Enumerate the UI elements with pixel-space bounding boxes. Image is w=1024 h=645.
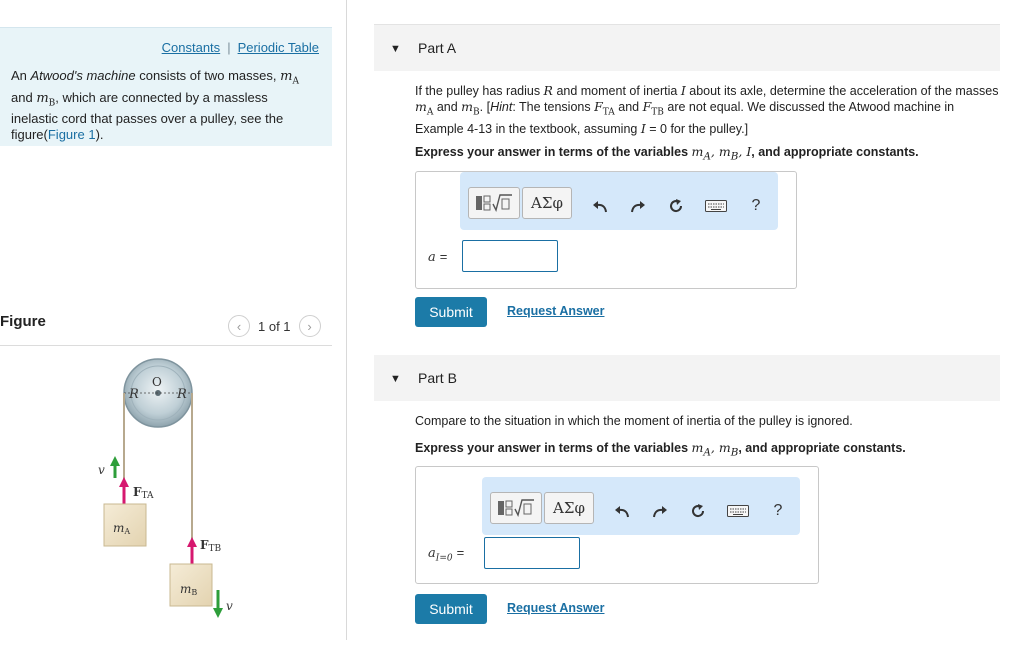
var-mA <box>691 144 711 163</box>
caret-down-icon[interactable]: ▼ <box>390 373 401 385</box>
redo-icon[interactable] <box>650 501 670 521</box>
intro-text: ). <box>95 127 104 143</box>
label-v-down: v <box>226 599 233 613</box>
var-FTA <box>594 99 615 118</box>
undo-glyph <box>592 199 608 213</box>
left-panel <box>0 0 346 640</box>
keyboard-glyph <box>705 200 727 212</box>
part-a-answer-label <box>428 249 447 265</box>
label-R-right: R <box>177 387 187 402</box>
atwood-diagram <box>0 346 332 640</box>
part-b-answer-box <box>415 466 819 584</box>
var-sep: , <box>710 144 719 159</box>
force-TA-head <box>119 477 129 487</box>
var-sub: B <box>730 150 739 163</box>
intro-text: , which are connected by a massless inelastic cord that passes over a pulley, see the figure( <box>11 89 284 143</box>
instr-text: , and appropriate constants. <box>751 145 919 159</box>
q-text: and <box>433 100 462 114</box>
problem-intro-box <box>0 27 332 146</box>
part-b-math-toolbar <box>482 477 800 535</box>
var-mA <box>415 99 434 118</box>
q-text: : The tensions <box>512 100 595 114</box>
var-m: m <box>718 440 731 455</box>
var-sub: B <box>730 446 739 459</box>
var-sub: A <box>426 107 434 118</box>
part-b-instruction <box>415 440 906 459</box>
reset-arc <box>693 506 703 516</box>
hint-label: Hint <box>490 100 513 114</box>
instr-text: Express your answer in terms of the variables <box>415 145 692 159</box>
var-F: F <box>642 99 652 114</box>
intro-term: Atwood's machine <box>30 68 136 83</box>
part-a-question <box>415 83 1001 137</box>
part-a-submit-button[interactable]: Submit <box>415 297 487 327</box>
instr-text: Express your answer in terms of the variables <box>415 441 692 455</box>
q-text: and <box>614 100 643 114</box>
figure-title: Figure <box>0 313 46 330</box>
label-m: m <box>180 582 192 596</box>
part-b-submit-button[interactable]: Submit <box>415 594 487 624</box>
q-text: If the pulley has radius <box>415 84 544 98</box>
templates-icon[interactable] <box>490 492 542 524</box>
chevron-left-icon[interactable]: ‹ <box>228 315 250 337</box>
label-m: m <box>113 521 125 535</box>
label-sub: B <box>191 588 198 597</box>
redo-glyph <box>630 199 646 213</box>
var-sub: A <box>703 446 711 459</box>
velocity-down-head <box>213 608 223 618</box>
figure-link[interactable]: Figure 1 <box>47 127 96 143</box>
label-F-TA <box>133 485 154 501</box>
var-I: I <box>746 144 752 159</box>
part-a-header[interactable] <box>374 25 1000 71</box>
chevron-right-icon[interactable]: › <box>299 315 321 337</box>
undo-icon[interactable] <box>612 501 632 521</box>
var-mA <box>280 69 299 87</box>
q-text: about its axle, determine the acceleration of the masses <box>685 84 999 98</box>
part-a-math-toolbar <box>460 172 778 230</box>
part-a-request-answer-link[interactable]: Request Answer <box>507 304 605 318</box>
redo-glyph <box>652 504 668 518</box>
var-FTB <box>642 99 664 118</box>
answer-eq: = <box>456 545 465 560</box>
answer-var: a <box>428 250 436 265</box>
intro-text: consists of two masses, <box>135 68 281 83</box>
undo-glyph <box>614 504 630 518</box>
label-sub: TB <box>208 544 222 554</box>
help-icon[interactable]: ? <box>751 197 761 214</box>
var-mB <box>718 440 739 459</box>
mass-A-block <box>104 504 146 546</box>
part-b-answer-input[interactable] <box>484 537 580 569</box>
greek-symbols-button[interactable]: ΑΣφ <box>522 187 572 219</box>
link-separator: | <box>227 40 231 55</box>
greek-symbols-button[interactable]: ΑΣφ <box>544 492 594 524</box>
label-R-left: R <box>129 387 139 402</box>
var-m: m <box>415 99 427 114</box>
undo-tail <box>597 205 606 212</box>
keyboard-glyph <box>727 505 749 517</box>
template-box <box>524 504 531 514</box>
right-panel <box>347 0 1024 640</box>
part-a-answer-box <box>415 171 797 289</box>
problem-intro-text <box>11 68 311 143</box>
var-m: m <box>691 144 704 159</box>
help-icon[interactable]: ? <box>773 502 783 519</box>
var-sub: B <box>48 98 56 109</box>
intro-text: An <box>11 68 31 83</box>
template-box <box>484 196 490 202</box>
template-block <box>498 501 504 515</box>
answer-eq: = <box>439 249 448 264</box>
keyboard-icon[interactable] <box>704 196 728 216</box>
label-v-up: v <box>98 463 105 477</box>
reset-head <box>698 504 703 510</box>
var-mB <box>36 90 56 109</box>
keyboard-icon[interactable] <box>726 501 750 521</box>
templates-glyph <box>474 193 514 213</box>
redo-tail <box>654 510 663 517</box>
var-sub: TB <box>651 107 664 118</box>
template-box <box>506 501 512 507</box>
reset-arc <box>671 201 681 211</box>
reset-head <box>676 199 681 205</box>
resource-links <box>162 40 319 55</box>
var-m: m <box>280 69 293 84</box>
intro-text: and <box>11 89 37 105</box>
redo-icon[interactable] <box>628 196 648 216</box>
var-I: I <box>680 83 686 98</box>
periodic-table-link[interactable]: Periodic Table <box>237 40 319 55</box>
label-F: F <box>200 538 209 552</box>
template-box <box>502 199 509 209</box>
var-R: R <box>543 83 553 98</box>
q-text: = 0 for the pulley.] <box>645 121 749 136</box>
part-a-answer-input[interactable] <box>462 240 558 272</box>
instr-text: , and appropriate constants. <box>738 441 906 455</box>
label-sub: A <box>124 527 131 536</box>
reset-icon[interactable] <box>666 196 686 216</box>
force-TB-head <box>187 537 197 547</box>
var-sub: A <box>292 76 299 87</box>
q-text: are not equal. We discussed the Atwood machine in Example 4-13 in the textbook, assuming <box>415 100 955 136</box>
template-box <box>506 509 512 515</box>
q-text: . [ <box>479 100 491 114</box>
var-m: m <box>36 90 49 106</box>
part-a-title: Part A <box>418 40 457 56</box>
undo-tail <box>619 510 628 517</box>
var-sub: A <box>703 150 711 163</box>
var-F: F <box>594 99 603 114</box>
var-m: m <box>691 440 704 455</box>
var-m: m <box>718 144 731 159</box>
redo-tail <box>632 205 641 212</box>
label-F: F <box>133 485 142 499</box>
constants-link[interactable]: Constants <box>161 40 221 55</box>
reset-glyph <box>689 502 707 520</box>
part-b-question: Compare to the situation in which the moment of inertia of the pulley is ignored. <box>415 414 853 428</box>
var-sub: B <box>473 107 480 118</box>
label-F-TB <box>200 538 222 554</box>
template-block <box>476 196 482 210</box>
var-mA <box>691 440 711 459</box>
var-sep: , <box>710 440 719 455</box>
answer-sub: I=0 <box>435 553 453 564</box>
reset-glyph <box>667 197 685 215</box>
part-b-header[interactable] <box>374 355 1000 401</box>
var-I: I <box>640 120 646 136</box>
templates-glyph <box>496 498 536 518</box>
var-mB <box>461 99 480 118</box>
var-mB <box>718 144 739 163</box>
caret-down-icon[interactable]: ▼ <box>390 43 401 55</box>
var-m: m <box>461 99 474 114</box>
atwood-figure <box>0 346 332 640</box>
answer-var: a <box>428 546 436 561</box>
q-text: and moment of inertia <box>552 84 681 98</box>
part-b-title: Part B <box>418 370 457 386</box>
reset-icon[interactable] <box>688 501 708 521</box>
label-sub: TA <box>141 491 154 501</box>
velocity-up-head <box>110 456 120 466</box>
figure-count: 1 of 1 <box>258 318 291 334</box>
undo-icon[interactable] <box>590 196 610 216</box>
template-box <box>484 204 490 210</box>
label-O: O <box>152 375 162 389</box>
var-sub: TA <box>602 107 615 118</box>
part-b-answer-label <box>428 545 464 564</box>
part-a-instruction <box>415 144 919 163</box>
var-sep: , <box>738 144 747 159</box>
figure-pager <box>228 315 321 337</box>
part-b-request-answer-link[interactable]: Request Answer <box>507 601 605 615</box>
templates-icon[interactable] <box>468 187 520 219</box>
